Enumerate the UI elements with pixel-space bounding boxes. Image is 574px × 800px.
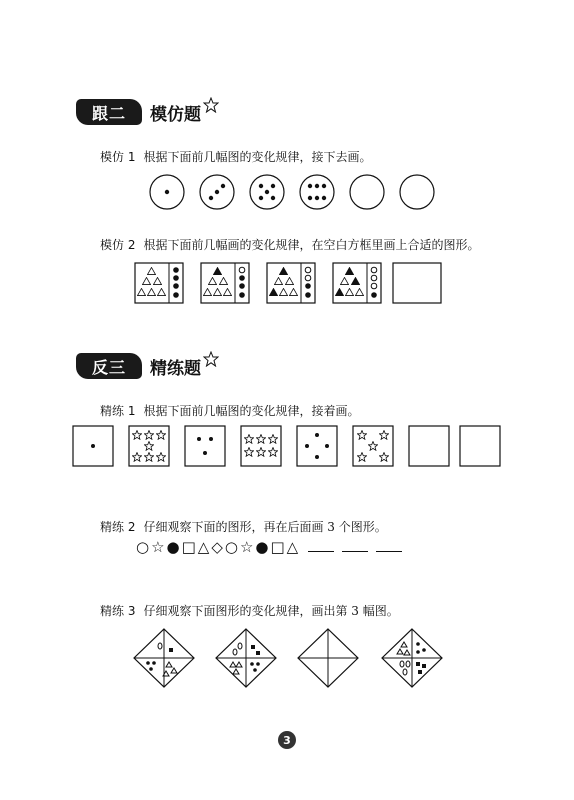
- section-badge: 反三: [76, 353, 142, 379]
- section-badge: 跟二: [76, 99, 142, 125]
- dots-stars-figure: [72, 425, 502, 469]
- diamond-4: [382, 629, 442, 687]
- shape-sequence: ○☆●□△◇○☆●□△: [136, 538, 301, 556]
- section-banner-practice: [76, 350, 219, 382]
- question-text: 仔细观察下面图形的变化规律，画出第 3 幅图。: [143, 604, 399, 618]
- page-number: 3: [278, 731, 296, 749]
- question-text: 根据下面前几幅画的变化规律，在空白方框里画上合适的图形。: [143, 238, 480, 252]
- pattern-box-3: [267, 263, 315, 303]
- triangle-boxes-figure: [134, 262, 446, 304]
- circle-4: [300, 175, 334, 209]
- question-label: 模仿 2: [100, 238, 136, 252]
- question-practice-1: [100, 402, 359, 419]
- shape-sequence-row: [136, 538, 402, 556]
- question-label: 精练 2: [100, 520, 136, 534]
- diamond-1: [134, 629, 194, 687]
- star-icon: [203, 97, 219, 113]
- answer-box-blank-1[interactable]: [409, 426, 449, 466]
- answer-blank-3[interactable]: [376, 539, 402, 552]
- pattern-box-2: [201, 263, 249, 303]
- star-box-2: [241, 426, 281, 466]
- star-box-1: [129, 426, 169, 466]
- diamond-2: [216, 629, 276, 687]
- diamond-figure: [130, 628, 450, 688]
- dot-box-2: [185, 426, 225, 466]
- answer-box-blank[interactable]: [393, 263, 441, 303]
- question-text: 根据下面前几幅图的变化规律，接着画。: [143, 404, 360, 418]
- section-title: 模仿题: [150, 104, 201, 125]
- diamond-3-blank[interactable]: [298, 629, 358, 687]
- dot-box-3: [297, 426, 337, 466]
- question-imitation-2: [100, 236, 479, 253]
- star-box-3: [353, 426, 393, 466]
- dot-box-1: [73, 426, 113, 466]
- answer-blank-1[interactable]: [308, 539, 334, 552]
- question-label: 精练 3: [100, 604, 136, 618]
- question-text: 仔细观察下面的图形，再在后面画 3 个图形。: [143, 520, 387, 534]
- dice-circles-figure: [145, 170, 435, 214]
- question-practice-2: [100, 518, 387, 535]
- circle-6-blank[interactable]: [400, 175, 434, 209]
- question-imitation-1: [100, 148, 371, 165]
- question-label: 精练 1: [100, 404, 136, 418]
- star-icon: [203, 351, 219, 367]
- pattern-box-4: [333, 263, 381, 303]
- circle-2: [200, 175, 234, 209]
- answer-blank-2[interactable]: [342, 539, 368, 552]
- question-practice-3: [100, 602, 399, 619]
- section-title: 精练题: [150, 358, 201, 379]
- answer-box-blank-2[interactable]: [460, 426, 500, 466]
- circle-1: [150, 175, 184, 209]
- circle-3: [250, 175, 284, 209]
- circle-5-blank[interactable]: [350, 175, 384, 209]
- pattern-box-1: [135, 263, 183, 303]
- section-banner-imitation: [76, 96, 219, 128]
- question-text: 根据下面前几幅图的变化规律，接下去画。: [143, 150, 372, 164]
- question-label: 模仿 1: [100, 150, 136, 164]
